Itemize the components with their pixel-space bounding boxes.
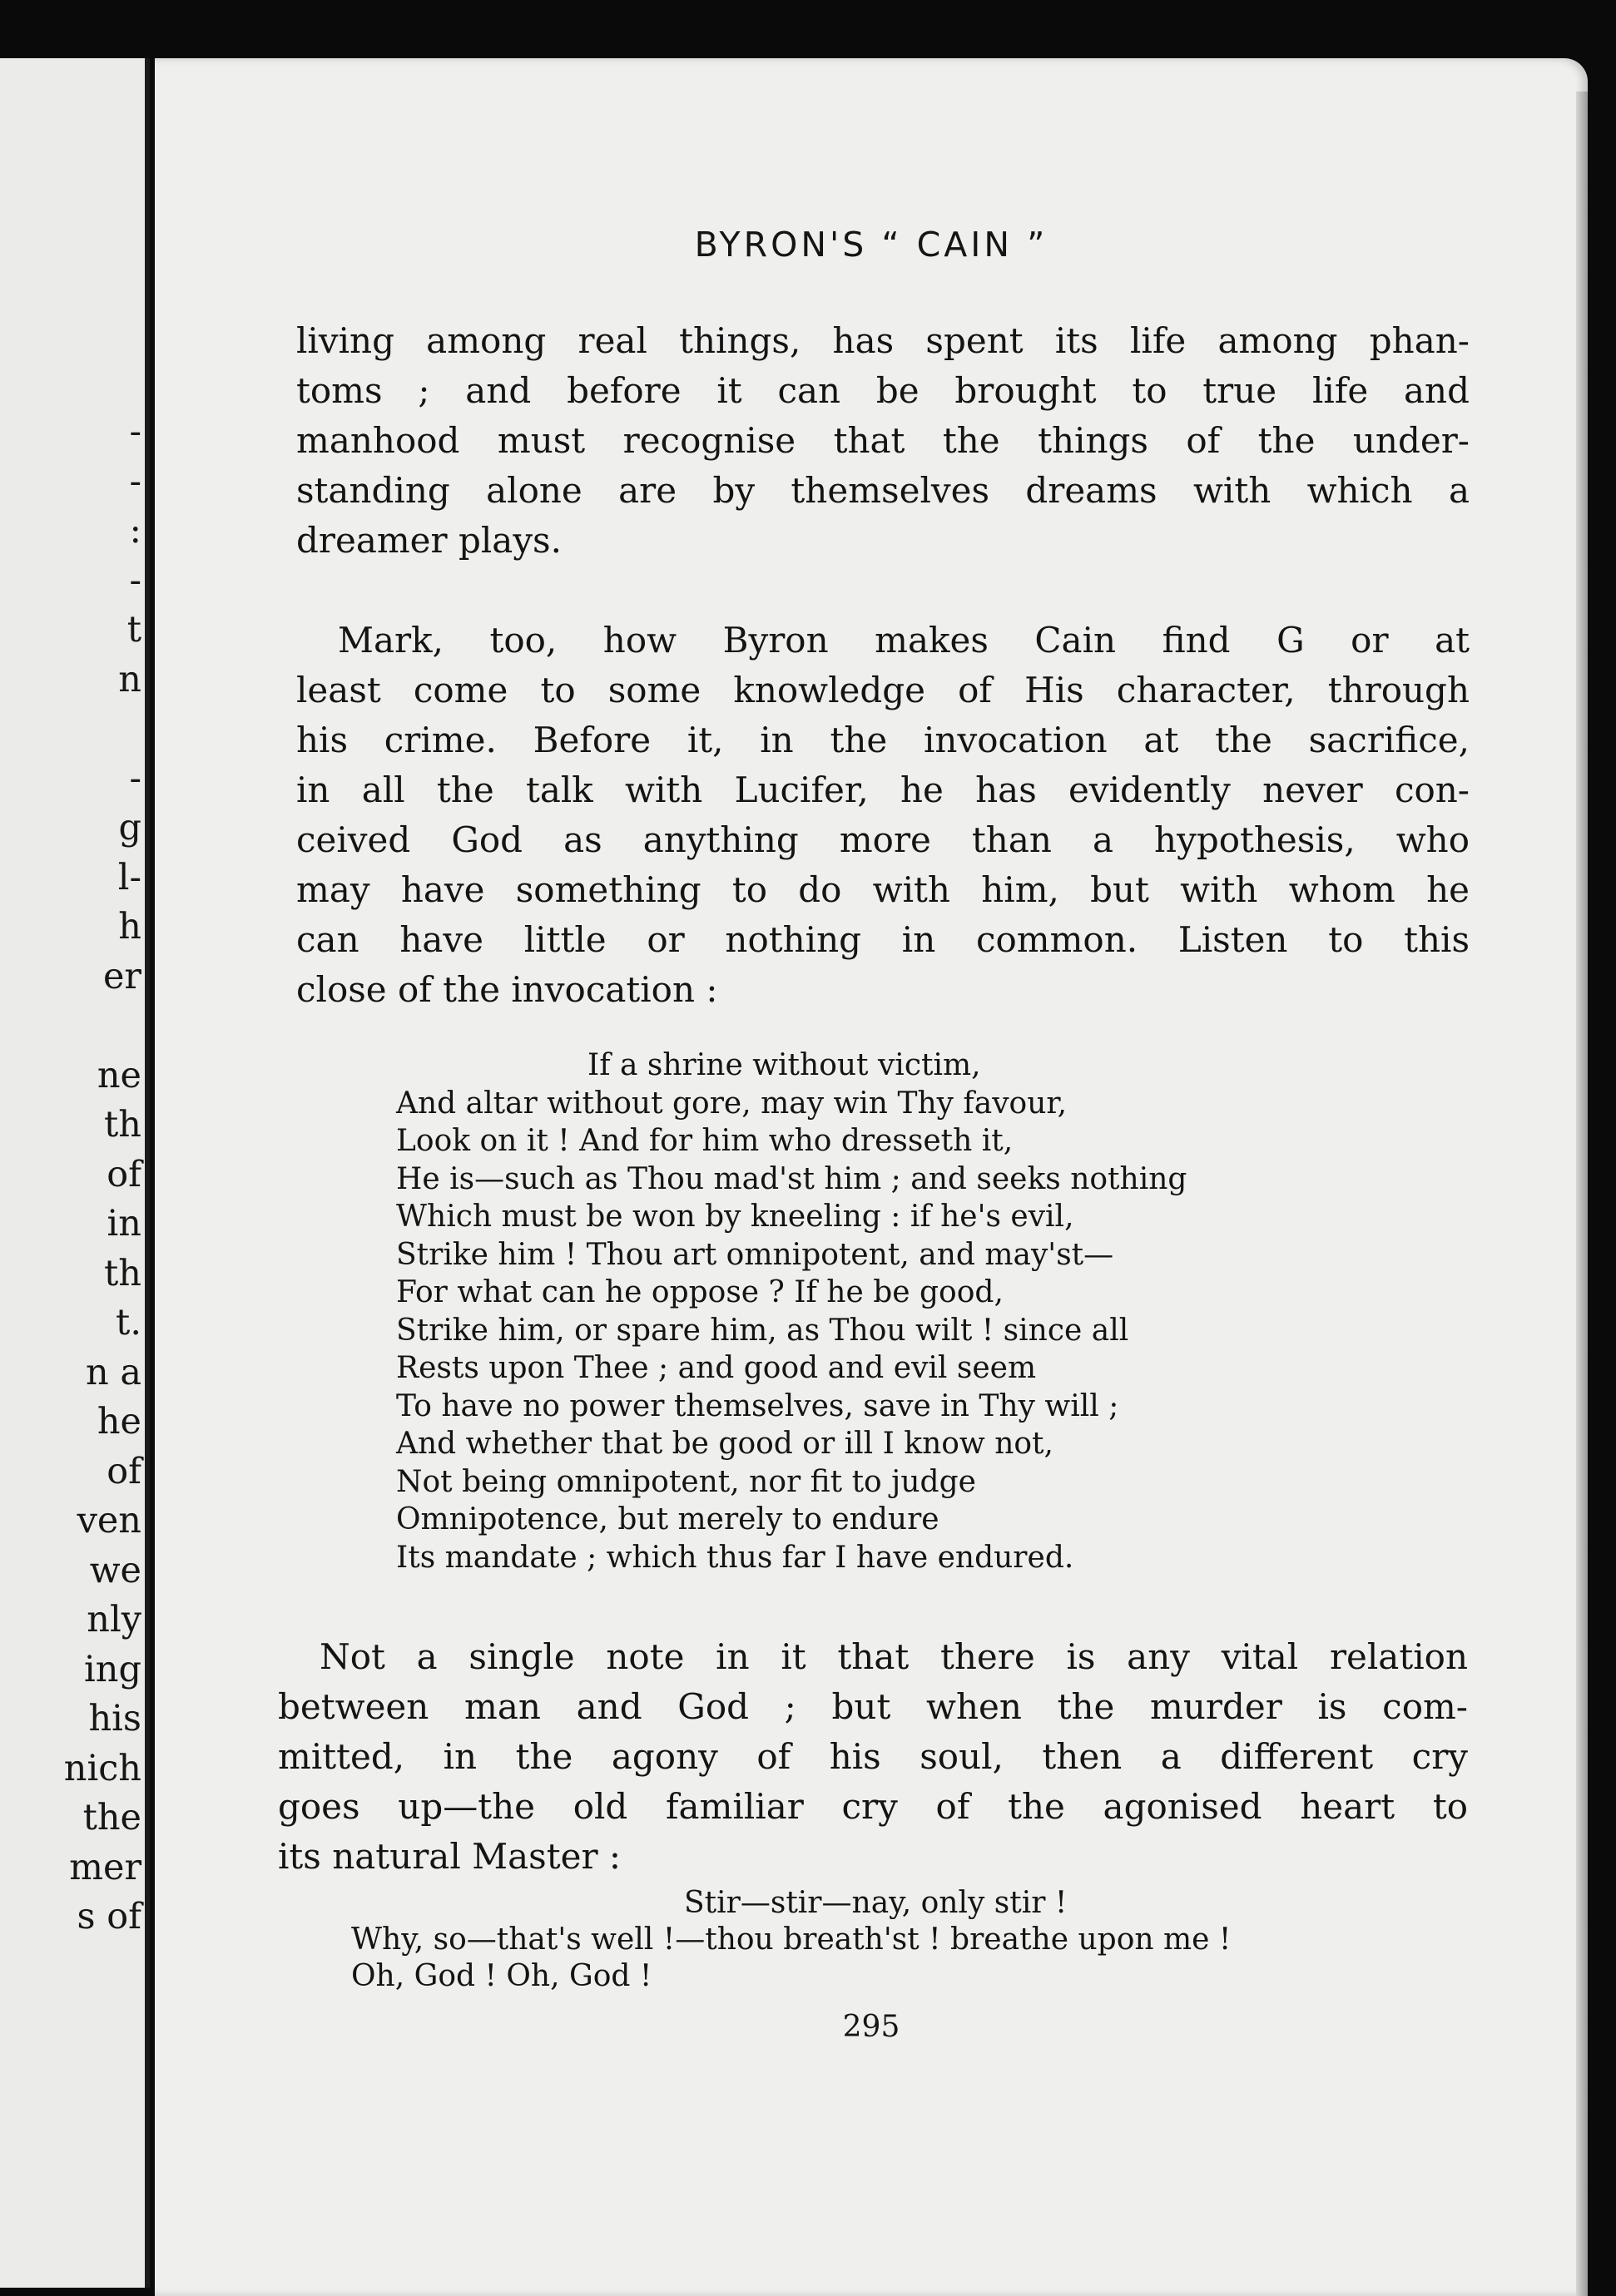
text-line: his crime. Before it, in the invocation at the sacrifice, [296, 720, 1470, 760]
text-line: mitted, in the agony of his soul, then a different cry [278, 1736, 1468, 1777]
paragraph-1 [296, 316, 1470, 566]
fragment-line: h [118, 906, 141, 948]
verse-line: Stir—stir—nay, only stir ! [684, 1886, 1068, 1920]
previous-page-edge [0, 58, 150, 2288]
text-line: manhood must recognise that the things of the under- [296, 420, 1470, 461]
fragment-line: he [97, 1401, 141, 1442]
page-number: 295 [842, 2010, 900, 2044]
fragment-line: mer [69, 1846, 141, 1888]
verse-line: Oh, God ! Oh, God ! [351, 1959, 652, 1993]
fragment-line: er [102, 955, 141, 997]
verse-line: To have no power themselves, save in Thy will ; [396, 1388, 1119, 1423]
text-line: in all the talk with Lucifer, he has evidently never con- [296, 769, 1470, 810]
page-edge-shadow [1576, 92, 1588, 2296]
fragment-line: n [118, 658, 141, 700]
text-line: dreamer plays. [296, 520, 562, 561]
verse-line: Look on it ! And for him who dresseth it, [396, 1124, 1014, 1158]
fragment-line: - [129, 460, 141, 502]
text-line: living among real things, has spent its life among phan- [296, 320, 1470, 361]
text-line: least come to some knowledge of His character, through [296, 670, 1470, 710]
verse-line: Omnipotence, but merely to endure [396, 1502, 939, 1536]
fragment-line: s of [77, 1896, 141, 1937]
paragraph-2 [296, 616, 1470, 1015]
verse-line: Why, so—that's well !—thou breath'st ! breathe upon me ! [351, 1922, 1232, 1957]
fragment-line: - [129, 757, 141, 799]
verse-quotation-2 [351, 1885, 1466, 1995]
verse-quotation-1 [396, 1047, 1395, 1576]
verse-line: If a shrine without victim, [587, 1048, 981, 1082]
fragment-line: t. [116, 1302, 141, 1343]
verse-line: Its mandate ; which thus far I have endured. [396, 1540, 1074, 1575]
fragment-line: of [107, 1450, 141, 1492]
paragraph-3 [278, 1632, 1468, 1882]
fragment-line: l- [117, 856, 141, 898]
text-line: between man and God ; but when the murder is com- [278, 1686, 1468, 1727]
text-line: ceived God as anything more than a hypothesis, who [296, 819, 1470, 860]
fragment-line: we [89, 1549, 141, 1591]
fragment-line: : [129, 510, 141, 552]
fragment-line: his [88, 1698, 141, 1739]
fragment-line: ne [97, 1054, 141, 1096]
verse-line: And altar without gore, may win Thy favour, [396, 1086, 1068, 1121]
fragment-line: t [126, 609, 141, 651]
fragment-line: - [129, 559, 141, 601]
text-line: close of the invocation : [296, 969, 718, 1010]
previous-page-text-fragments [0, 408, 141, 1942]
verse-line: Strike him, or spare him, as Thou wilt ! since all [396, 1313, 1129, 1348]
verse-line: For what can he oppose ? If he be good, [396, 1275, 1004, 1309]
fragment-line: the [82, 1797, 141, 1838]
verse-line: Not being omnipotent, nor fit to judge [396, 1464, 976, 1499]
book-page [155, 58, 1588, 2296]
fragment-line: nly [87, 1599, 141, 1640]
fragment-line: ing [84, 1648, 141, 1690]
fragment-line: th [104, 1252, 141, 1294]
verse-line: And whether that be good or ill I know not, [396, 1427, 1053, 1461]
verse-line: Strike him ! Thou art omnipotent, and may'st— [396, 1237, 1114, 1272]
text-line: may have something to do with him, but with whom he [296, 869, 1470, 910]
running-head: BYRON'S “ CAIN ” [694, 225, 1048, 265]
text-line: standing alone are by themselves dreams with which a [296, 470, 1470, 511]
text-line: goes up—the old familiar cry of the agonised heart to [278, 1786, 1468, 1827]
verse-line: Which must be won by kneeling : if he's evil, [396, 1200, 1074, 1234]
verse-line: He is—such as Thou mad'st him ; and seeks nothing [396, 1161, 1187, 1196]
text-line: can have little or nothing in common. Listen to this [296, 919, 1470, 960]
fragment-line [0, 705, 141, 755]
fragment-line [0, 1002, 141, 1052]
text-line: toms ; and before it can be brought to true life and [296, 370, 1470, 411]
fragment-line: th [104, 1104, 141, 1146]
fragment-line: ven [77, 1500, 141, 1541]
fragment-line: g [118, 807, 141, 849]
fragment-line: of [107, 1153, 141, 1195]
verse-line: Rests upon Thee ; and good and evil seem [396, 1351, 1037, 1385]
fragment-line: n a [86, 1351, 141, 1393]
fragment-line: nich [63, 1747, 141, 1789]
text-line: Mark, too, how Byron makes Cain find G or at [338, 620, 1470, 661]
text-line: its natural Master : [278, 1836, 622, 1877]
fragment-line: in [107, 1203, 141, 1244]
gutter-shadow [145, 58, 150, 2288]
fragment-line: - [129, 411, 141, 453]
text-line: Not a single note in it that there is any vital relation [320, 1636, 1468, 1677]
